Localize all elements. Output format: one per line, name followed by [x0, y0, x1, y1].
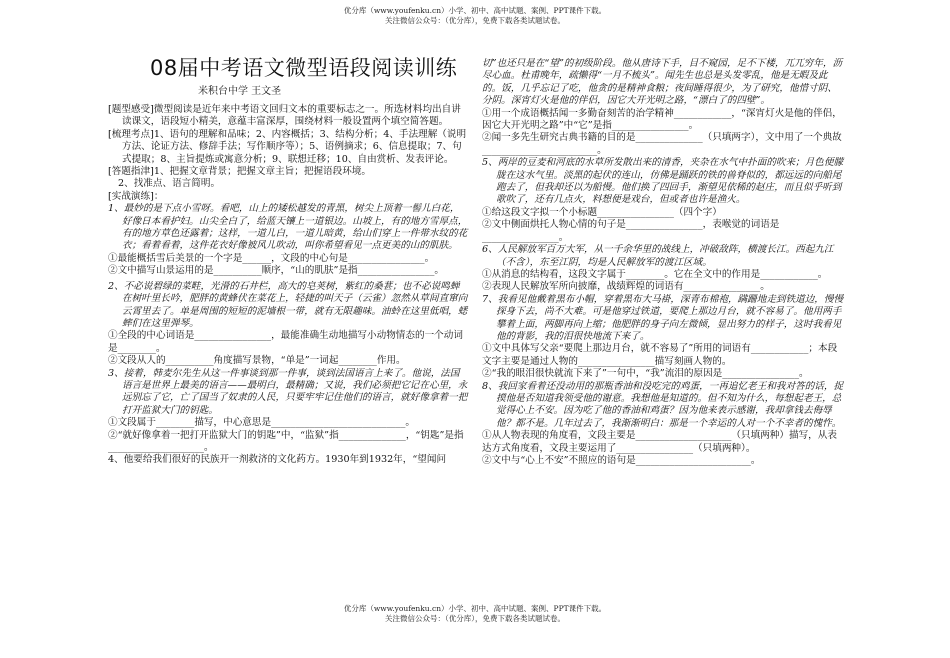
footer-line-1: 优分库（www.youfenku.cn）小学、初中、高中试题、案例、PPT课件下载。 [343, 604, 607, 613]
question-3-2: ②“就好像拿着一把打开监狱大门的钥匙”中，“监狱”指______________，“钥匙”是指____________________。 [108, 429, 464, 453]
question-5-1: ①给这段文字拟一个小标题________________（四个字） [482, 206, 722, 218]
right-column [482, 58, 844, 467]
question-4-1: ①用一个成语概括闻一多勤奋刻苦的治学精神____________，“深宵灯火是他的伴侣，因它大开光明之路”中“它”是指________________。 [482, 107, 842, 132]
passage-4-cont: 切”也还只是在“望”的初级阶段。他从唐诗下手，目不窥园，足不下楼，兀兀穷年，沥尽心血。杜甫晚年，疏懒得“一月不梳头”。闻先生也总是头发零乱，他是无暇及此的。饭，几乎忘记了吃，他贪的是精神食粮；夜间睡得很少，为了研究，他惜寸阴、分阴。深宵灯火是他的伴侣，因它大开光明之路，“漂白了的四壁”。 [482, 58, 843, 107]
question-7-1: ①文中具体写父亲“要爬上那边月台，就不容易了”所用的词语有____________；本段文字主要是通过人物的________________描写刻画人物的。 [482, 343, 838, 367]
passage-1: 1、最妙的是下点小雪呀。看吧，山上的矮松越发的青黑，树尖上顶着一髻儿白花，好像日本看护妇。山尖全白了，给蓝天镶上一道银边。山坡上，有的地方雪厚点，有的地方草色还露着；这样，一道儿白，一道儿暗黄，给山们穿上一件带水纹的花衣；看着看着，这件花衣好像被风儿吹动，叫你希望看见一点更美的山的肌肤。 [108, 203, 468, 252]
passage-4-start: 4、他要给我们很好的民族开一剂救济的文化药方。1930年到1932年，“望闻问 [108, 454, 447, 466]
section-answer-guide-2: 2、找准点、语言简明。 [118, 178, 221, 190]
header-line-1: 优分库（www.youfenku.cn）小学、初中、高中试题、案例、PPT课件下载。 [343, 6, 607, 15]
question-1-1: ①最能概括雪后美景的一个字是______，文段的中心句是________________。 [108, 252, 435, 264]
question-4-2: ②闻一多先生研究古典书籍的目的是______________（只填两字），文中用了一个典故________________________。 [482, 132, 842, 156]
passage-3: 3、接着，韩麦尔先生从这一件事谈到那一件事，谈到法国语言上来了。他说，法国语言是世界上最美的语言——最明白，最精确；又说，我们必须把它记在心里，永远别忘了它，亡了国当了奴隶的人民，只要牢牢记住他们的语言，就好像拿着一把打开监狱大门的钥匙。 [108, 367, 468, 416]
question-3-1: ①文段属于________描写，中心意思是____________________________。 [108, 417, 415, 429]
question-2-1: ①全段的中心词语是________________，最能准确生动地描写小动物情态的一个动词是________。 [108, 330, 463, 354]
left-column-body [108, 104, 468, 467]
section-topic-intro: [题型感受]微型阅读是近年来中考语文回归文本的重要标志之一。所选材料均出自讲读课文，语段短小精美，意蕴丰富深厚，围绕材料一般设置两个填空简答题。 [108, 104, 461, 128]
question-1-2: ②文中描写山景运用的是__________顺序，“山的肌肤”是指________________。 [108, 265, 444, 277]
question-8-2: ②文中与“心上不安”不照应的语句是________________________。 [482, 455, 761, 466]
passage-8: 8、我回家看着还没动用的那瓶香油和没吃完的鸡蛋，一再追忆老王和我对答的话，捉摸他是否知道我领受他的谢意。我想他是知道的。但不知为什么，每想起老王，总觉得心上不安。因为吃了他的香油和鸡蛋？因为他来表示感谢，我却拿钱去侮辱他？都不是。几年过去了，我渐渐明白：那是一个幸运的人对一个不幸者的愧怍。 [482, 380, 844, 429]
question-2-2: ②文段从人的__________角度描写景物，“单是”一词起________作用。 [108, 355, 406, 367]
footer-line-2: 关注微信公众号：（优分库），免费下载各类试题试卷。 [385, 614, 565, 623]
passage-7: 7、我看见他戴着黑布小帽，穿着黑布大马褂，深青布棉袍，蹒跚地走到铁道边，慢慢探身下去，尚不大难。可是他穿过铁道，要爬上那边月台，就不容易了。他用两手攀着上面，两脚再向上缩；他肥胖的身子向左微倾，显出努力的样子，这时我看见他的背影，我的泪很快地流下来了。 [482, 293, 844, 342]
question-8-1: ①从人物表现的角度看，文段主要是____________________（只填两种）描写，从表达方式角度看，文段主要运用了________________（只填两种）。 [482, 430, 837, 454]
passage-5: 5、两岸的豆麦和河底的水草所发散出来的清香，夹杂在水气中扑面的吹来；月色便朦胧在这水气里。淡黑的起伏的连山，仿佛是踊跃的铁的兽脊似的，都远远的向船尾跑去了，但我却还以为船慢。他们换了四回手，渐望见依稀的赵庄，而且似乎听到歌吹了，还有几点火，料想便是戏台，但或者也许是渔火。 [482, 157, 844, 206]
document-author: 米积台中学 王文圣 [198, 86, 282, 97]
document-title: 08届中考语文微型语段阅读训练 [150, 56, 458, 80]
header-text [0, 6, 950, 26]
question-6-1: ①从消息的结构看，这段文字属于________。它在全文中的作用是____________。 [482, 268, 828, 280]
section-exam-points: [梳理考点]1、语句的理解和品味；2、内容概括；3、结构分析；4、手法理解（说明方法、论证方法、修辞手法；写作顺序等）；5、语例摘求；6、信息提取；7、句式提取；8、主旨提炼或寓意分析；9、联想迁移；10、自由赏析、发表评论。 [108, 128, 467, 165]
passage-2: 2、不必说碧绿的菜畦，光滑的石井栏，高大的皂荚树，紫红的桑葚；也不必说鸣蝉在树叶里长吟，肥胖的黄蜂伏在菜花上，轻捷的叫天子（云雀）忽然从草间直窜向云霄里去了。单是周围的短短的泥墙根一带，就有无限趣味。油蛉在这里低唱，蟋蟀们在这里弹琴。 [108, 280, 468, 329]
section-answer-guide: [答题指津]1、把握文章背景；把握文章主旨；把握语段环境。 [108, 166, 372, 178]
header-line-2: 关注微信公众号：（优分库），免费下载各类试题试卷。 [385, 16, 565, 25]
question-6-2: ②表现人民解放军所向披靡，战绩辉煌的词语有________________。 [482, 281, 770, 293]
question-5-2: ②文中侧面烘托人物心情的句子是________________，表喉觉的词语是________________。 [482, 219, 780, 243]
passage-6: 6、人民解放军百万大军，从一千余华里的战线上，冲破敌阵，横渡长江。西起九江（不含），东至江阴，均是人民解放军的渡江区域。 [482, 244, 834, 268]
footer-text [0, 604, 950, 624]
section-practice-heading: [实战演练]： [108, 190, 164, 202]
question-7-2: ②“我的眼泪很快就流下来了”一句中，“我”流泪的原因是________________。 [482, 368, 809, 380]
